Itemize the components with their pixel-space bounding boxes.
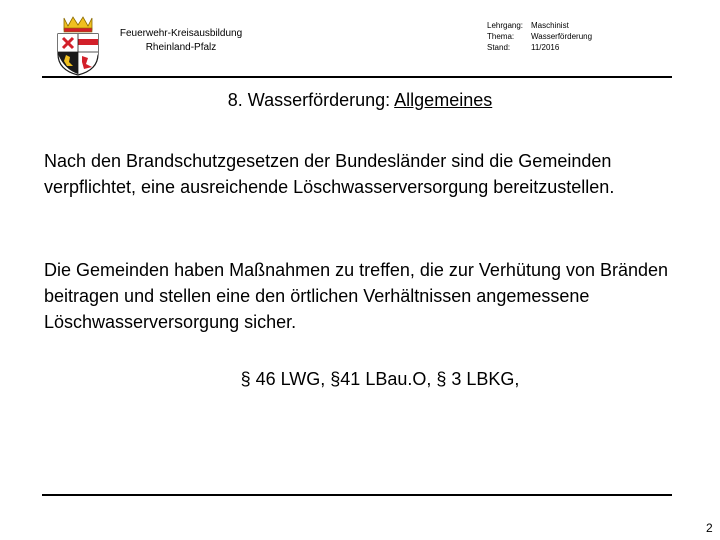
paragraph-1: Nach den Brandschutzgesetzen der Bundesländer sind die Gemeinden verpflichtet, eine ausreichende Löschwasserversorgung bereitzustellen. [44,151,615,197]
organization-name [108,27,254,55]
meta-value: Wasserförderung [531,32,593,41]
meta-row-course [487,20,592,31]
paragraph-2: Die Gemeinden haben Maßnahmen zu treffen, die zur Verhütung von Bränden beitragen und stellen eine den örtlichen Verhältnissen angemessene Löschwasserversorgung sicher. [44,260,669,332]
meta-value: 11/2016 [531,43,560,52]
meta-key: Lehrgang: [487,21,524,30]
org-line-2: Rheinland-Pfalz [145,42,217,53]
title-underlined: Allgemeines [394,90,493,110]
header-divider [42,76,672,78]
org-line-1: Feuerwehr-Kreisausbildung [119,28,243,39]
slide-title [0,88,720,112]
legal-reference: § 46 LWG, §41 LBau.O, § 3 LBKG, [240,369,520,389]
coat-of-arms-icon [52,14,104,76]
page-number: 2 [706,521,713,535]
meta-key: Thema: [487,32,515,41]
meta-row-date [487,42,592,53]
course-meta [487,20,592,53]
footer-divider [42,494,672,496]
meta-row-topic [487,31,592,42]
title-prefix: 8. Wasserförderung: [227,90,395,110]
meta-key: Stand: [487,43,511,52]
meta-value: Maschinist [531,21,569,30]
